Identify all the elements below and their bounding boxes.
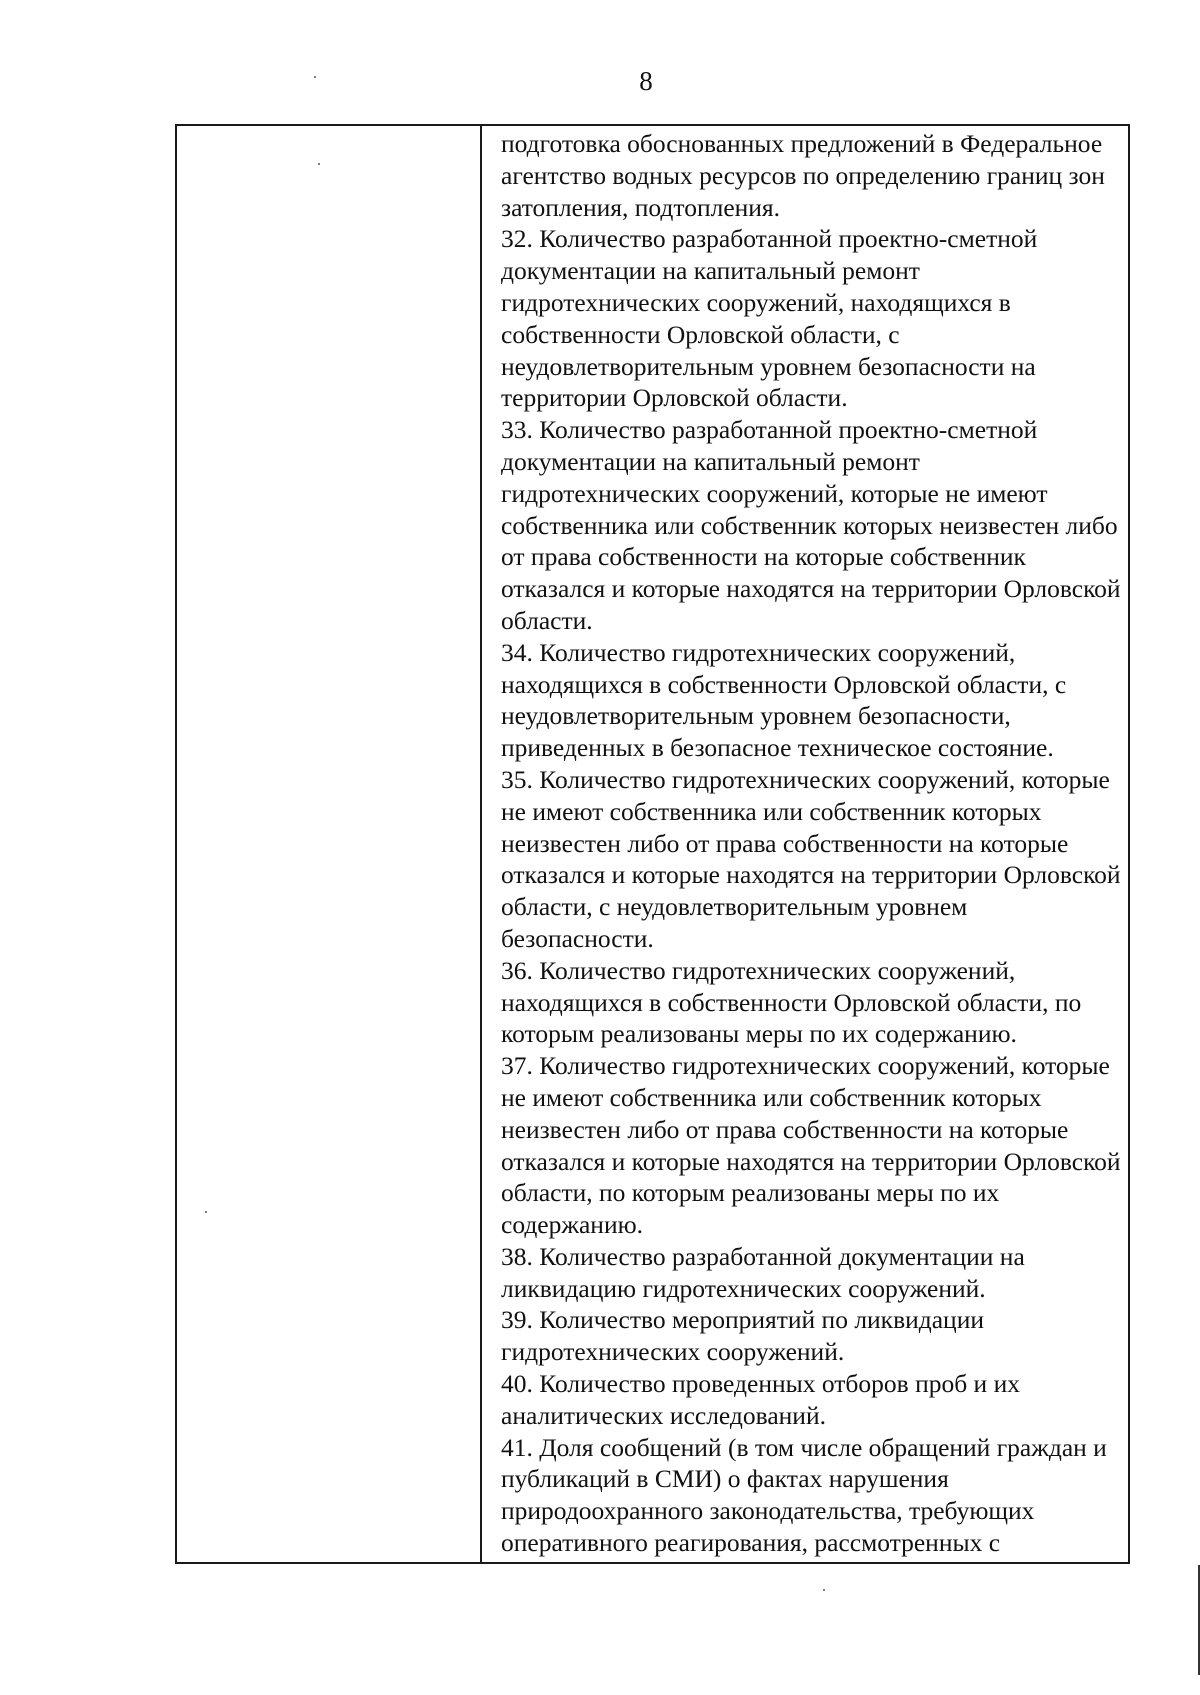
- indicator-item-37: 37. Количество гидротехнических сооружений, которые не имеют собственника или собственник которых неизвестен либо от права собственности на которые отказался и которые находятся на территории Орловской области, по которым реализованы меры по их содержанию.: [501, 1051, 1121, 1240]
- scan-speck: [318, 163, 320, 165]
- indicator-intro: подготовка обоснованных предложений в Федеральное агентство водных ресурсов по определению границ зон затопления, подтопления.: [501, 129, 1105, 222]
- table-right-cell: [482, 126, 1128, 1562]
- indicator-item-39: 39. Количество мероприятий по ликвидации гидротехнических сооружений.: [501, 1305, 984, 1367]
- indicator-item-33: 33. Количество разработанной проектно-сметной документации на капитальный ремонт гидротехнических сооружений, которые не имеют собственника или собственник которых неизвестен либо от права собственности на которые собственник отказался и которые находятся на территории Орловской области.: [501, 415, 1121, 635]
- page-number: 8: [639, 66, 653, 96]
- indicator-item-40: 40. Количество проведенных отборов проб и их аналитических исследований.: [501, 1369, 1020, 1430]
- indicator-item-36: 36. Количество гидротехнических сооружений, находящихся в собственности Орловской области, по которым реализованы меры по их содержанию.: [501, 955, 1082, 1049]
- scan-speck: [314, 76, 316, 78]
- table-left-cell: [177, 126, 482, 1562]
- indicator-item-34: 34. Количество гидротехнических сооружений, находящихся в собственности Орловской области, с неудовлетворительным уровнем безопасности, приведенных в безопасное техническое состояние.: [501, 637, 1067, 763]
- scan-speck: [823, 1589, 825, 1591]
- scan-speck: [205, 1211, 207, 1213]
- indicator-item-32: 32. Количество разработанной проектно-сметной документации на капитальный ремонт гидротехнических сооружений, находящихся в собственности Орловской области, с неудовлетворительным уровнем безопасности на территории Орловской области.: [501, 224, 1038, 413]
- indicator-item-41: 41. Доля сообщений (в том числе обращений граждан и публикаций в СМИ) о фактах нарушения природоохранного законодательства, требующих оперативного реагирования, рассмотренных с: [501, 1432, 1107, 1558]
- indicators-table: [175, 124, 1130, 1564]
- indicator-item-35: 35. Количество гидротехнических сооружений, которые не имеют собственника или собственник которых неизвестен либо от права собственности на которые отказался и которые находятся на территории Орловской области, с неудовлетворительным уровнем безопасности.: [501, 764, 1121, 953]
- indicator-item-38: 38. Количество разработанной документации на ликвидацию гидротехнических сооружений.: [501, 1241, 1025, 1303]
- indicator-list: [501, 128, 1122, 1559]
